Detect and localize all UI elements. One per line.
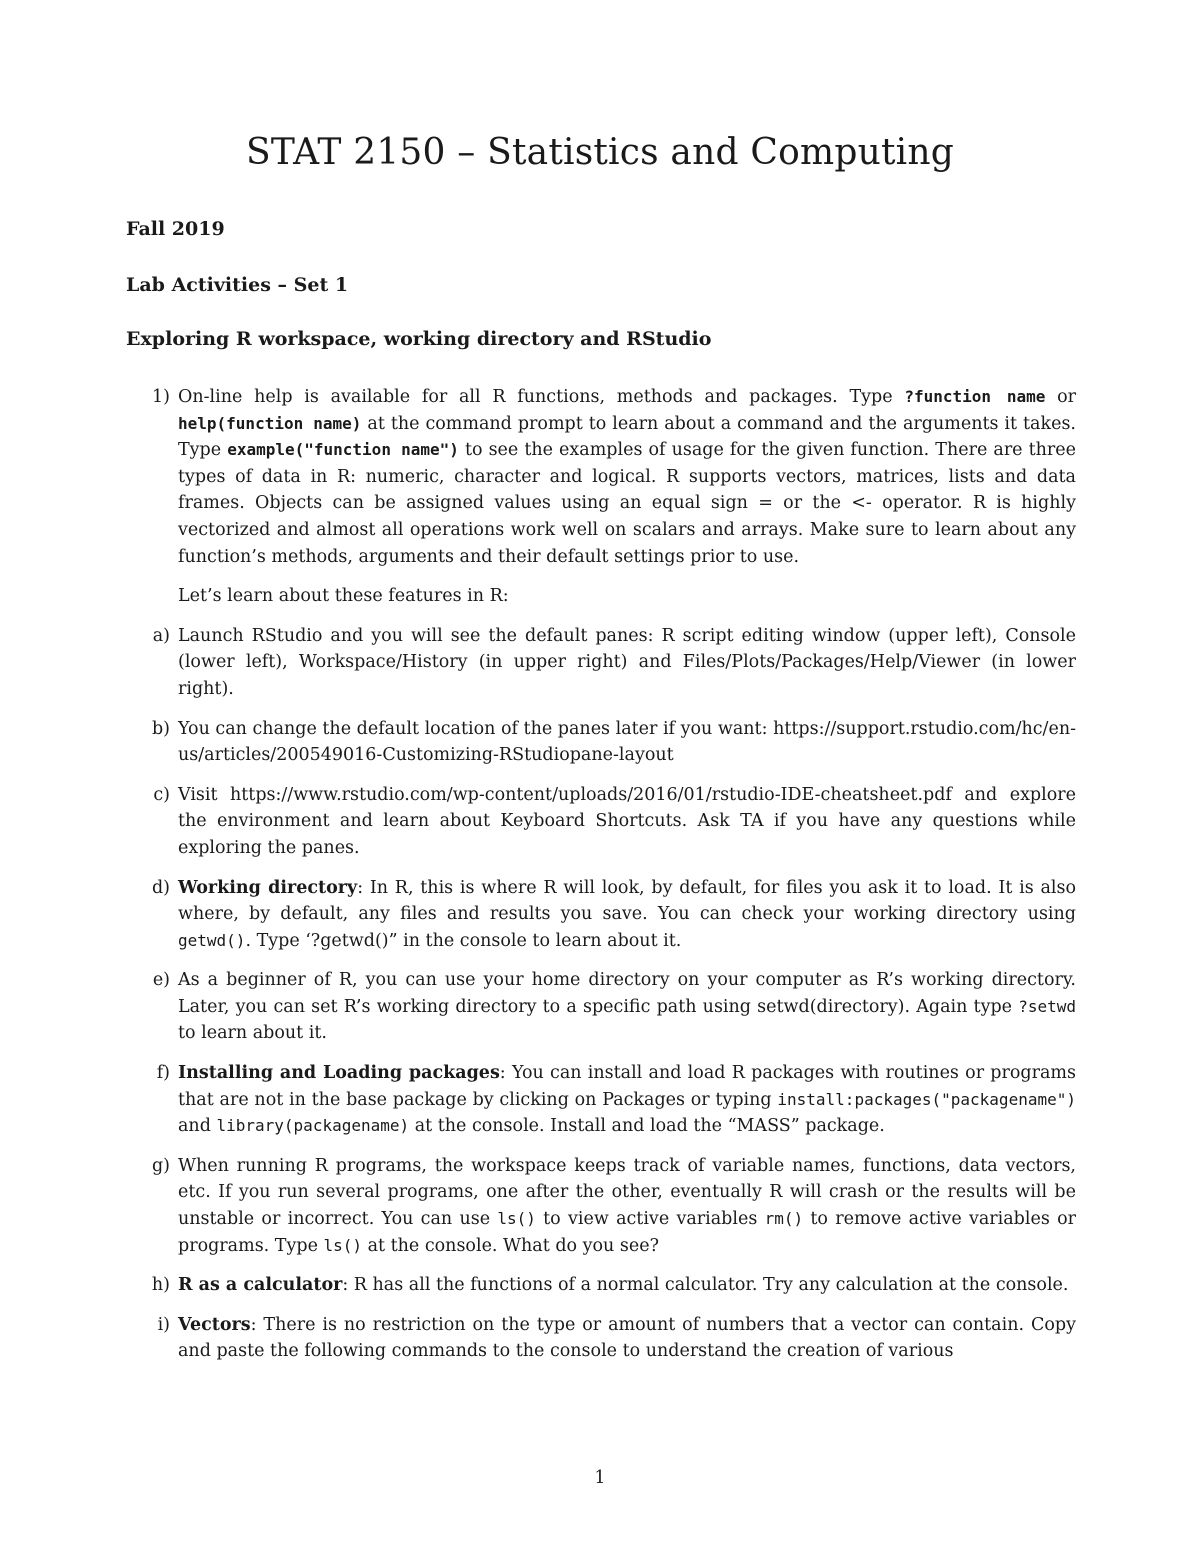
list-item-d	[126, 875, 1076, 955]
topic-heading: Exploring R workspace, working directory and RStudio	[126, 328, 712, 350]
item-text: and explore the environment and learn about Keyboard Shortcuts. Ask TA if you have any questions while exploring the panes.	[178, 784, 1076, 858]
code-snippet: ?setwd	[1018, 996, 1076, 1016]
list-marker: e)	[152, 970, 170, 991]
term-heading: Fall 2019	[126, 218, 225, 240]
list-marker: i)	[157, 1314, 170, 1335]
item-text: On-line help is available for all R functions, methods and packages. Type	[178, 387, 905, 407]
item-text: to see the examples of usage for the given function. There are three types of data in R: numeric, character and logical. R supports vectors, matrices, lists and data frames. Objects can be assigned values using an equal sign = or the <- operator. R is highly vectorized and almost all operations work well on scalars and arrays. Make sure to learn about any function’s methods, arguments and their default settings prior to use.	[178, 440, 1076, 567]
list-marker: d)	[151, 877, 170, 898]
code-snippet: ls()	[323, 1235, 363, 1255]
list-item-b	[126, 716, 1076, 769]
item-text: Visit	[178, 784, 230, 805]
list-marker: a)	[152, 625, 170, 646]
list-item-1	[126, 384, 1076, 570]
item-text: You can change the default location of the panes later if you want:	[178, 718, 774, 739]
item-text: : R has all the functions of a normal calculator. Try any calculation at the console.	[342, 1275, 1069, 1296]
list-marker: b)	[151, 718, 170, 739]
item-text: to learn about it.	[178, 1023, 327, 1044]
item-text: to remove active variables or programs. Type	[178, 1209, 1076, 1256]
page-title: STAT 2150 – Statistics and Computing	[246, 132, 954, 173]
item-text: As a beginner of R, you can use your home directory on your computer as R’s working directory. Later, you can set R’s working directory to a specific path using setwd(directory). Again type	[178, 970, 1076, 1017]
item-text: and	[178, 1116, 217, 1137]
item-text: or	[1045, 387, 1077, 407]
cheatsheet-link[interactable]: https://www.rstudio.com/wp-content/uploads/2016/01/rstudio-IDE-cheatsheet.pdf	[230, 784, 952, 805]
list-marker: 1)	[152, 387, 170, 407]
code-snippet: example("function name")	[227, 440, 459, 460]
code-snippet: rm()	[764, 1209, 804, 1229]
list-marker: c)	[153, 784, 170, 805]
item-text: : In R, this is where R will look, by default, for files you ask it to load. It is also where, by default, any files and results you save. You can check your working directory using	[178, 877, 1077, 925]
item-text: Launch RStudio and you will see the default panes: R script editing window (upper left), Console (lower left), Workspace/History (in upper right) and Files/Plots/Packages/Help/Viewer (in lower right).	[178, 625, 1076, 699]
item-text: at the console. What do you see?	[362, 1235, 659, 1256]
lab-heading: Lab Activities – Set 1	[126, 274, 349, 296]
list-item-i	[126, 1312, 1076, 1365]
code-snippet: install:packages("packagename")	[777, 1089, 1076, 1109]
item-text: : You can install and load R packages with routines or programs that are not in the base package by clicking on Packages or typing	[178, 1063, 1076, 1110]
list-item-a	[126, 623, 1076, 703]
list-marker: f)	[156, 1063, 170, 1084]
code-snippet: library(packagename)	[216, 1116, 410, 1136]
item-text: When running R programs, the workspace keeps track of variable names, functions, data vectors, etc. If you run several programs, one after the other, eventually R will crash or the results will be unstable or incorrect. You can use	[178, 1155, 1076, 1230]
list-item-h	[126, 1272, 1076, 1299]
item-text: to view active variables	[535, 1209, 765, 1230]
code-snippet: help(function name)	[178, 413, 362, 433]
document-body	[126, 384, 1076, 1378]
code-snippet: ls()	[497, 1209, 536, 1229]
code-snippet: getwd()	[178, 930, 246, 950]
list-marker: h)	[151, 1275, 170, 1296]
list-item-f	[126, 1060, 1076, 1140]
list-item-g	[126, 1153, 1076, 1259]
item-bold-label: R as a calculator	[178, 1275, 343, 1296]
support-link[interactable]: https://support.rstudio.com/hc/en-us/articles/200549016-Customizing-RStudiopane-layout	[178, 718, 1076, 766]
item-text: at the command prompt to learn about a command and the arguments it takes. Type	[178, 413, 1076, 461]
item-bold-label: Working directory	[178, 877, 358, 898]
item-text: . Type ‘?getwd()” in the console to learn about it.	[245, 930, 682, 951]
item-bold-label: Installing and Loading packages	[178, 1063, 500, 1084]
item-text: : There is no restriction on the type or amount of numbers that a vector can contain. Copy and paste the following commands to the console to understand the creation of various	[178, 1314, 1076, 1362]
code-snippet: ?function name	[904, 387, 1046, 406]
item-bold-label: Vectors	[178, 1314, 251, 1335]
page-number: 1	[594, 1468, 606, 1488]
list-item-e	[126, 967, 1076, 1047]
list-item-c	[126, 782, 1076, 862]
intro-paragraph: Let’s learn about these features in R:	[178, 586, 509, 607]
item-text: at the console. Install and load the “MASS” package.	[409, 1116, 885, 1137]
list-marker: g)	[151, 1155, 170, 1176]
